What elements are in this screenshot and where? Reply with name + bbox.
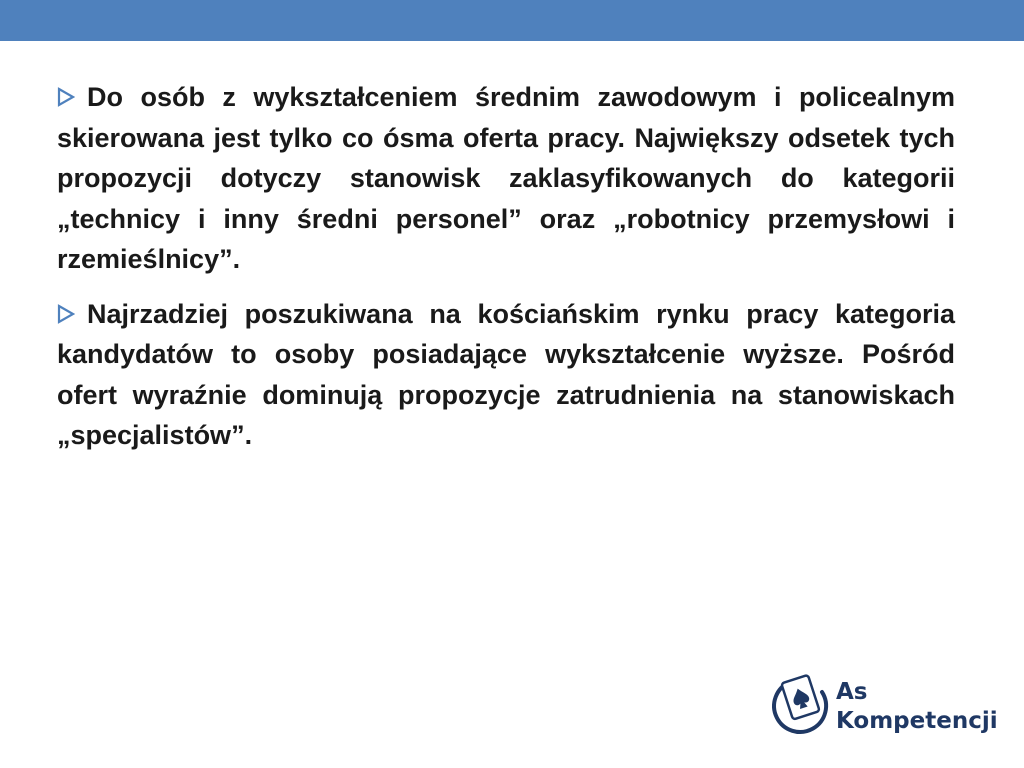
logo-line-1: As	[836, 679, 868, 705]
as-kompetencji-logo	[768, 672, 998, 744]
arrow-right-icon	[57, 77, 87, 118]
logo-line-2: Kompetencji	[836, 708, 998, 734]
paragraph-text: Do osób z wykształceniem średnim zawodowym i policealnym skierowana jest tylko co ósma oferta pracy. Największy odsetek tych propozycji dotyczy stanowisk zaklasyfikowanych do kategorii „technicy i inny średni personel” oraz „robotnicy przemysłowi i rzemieślnicy”.	[57, 82, 955, 274]
header-bar	[0, 0, 1024, 41]
arrow-right-icon	[57, 294, 87, 335]
logo-wordmark	[836, 678, 998, 736]
paragraph-text: Najrzadziej poszukiwana na kościańskim rynku pracy kategoria kandydatów to osoby posiadające wykształcenie wyższe. Pośród ofert wyraźnie dominują propozycje zatrudnienia na stanowiskach „specjalistów”.	[57, 298, 955, 450]
bullet-paragraph-2	[57, 294, 955, 456]
slide-body	[57, 77, 955, 470]
playing-card-spade-icon	[768, 672, 832, 744]
bullet-paragraph-1	[57, 77, 955, 280]
